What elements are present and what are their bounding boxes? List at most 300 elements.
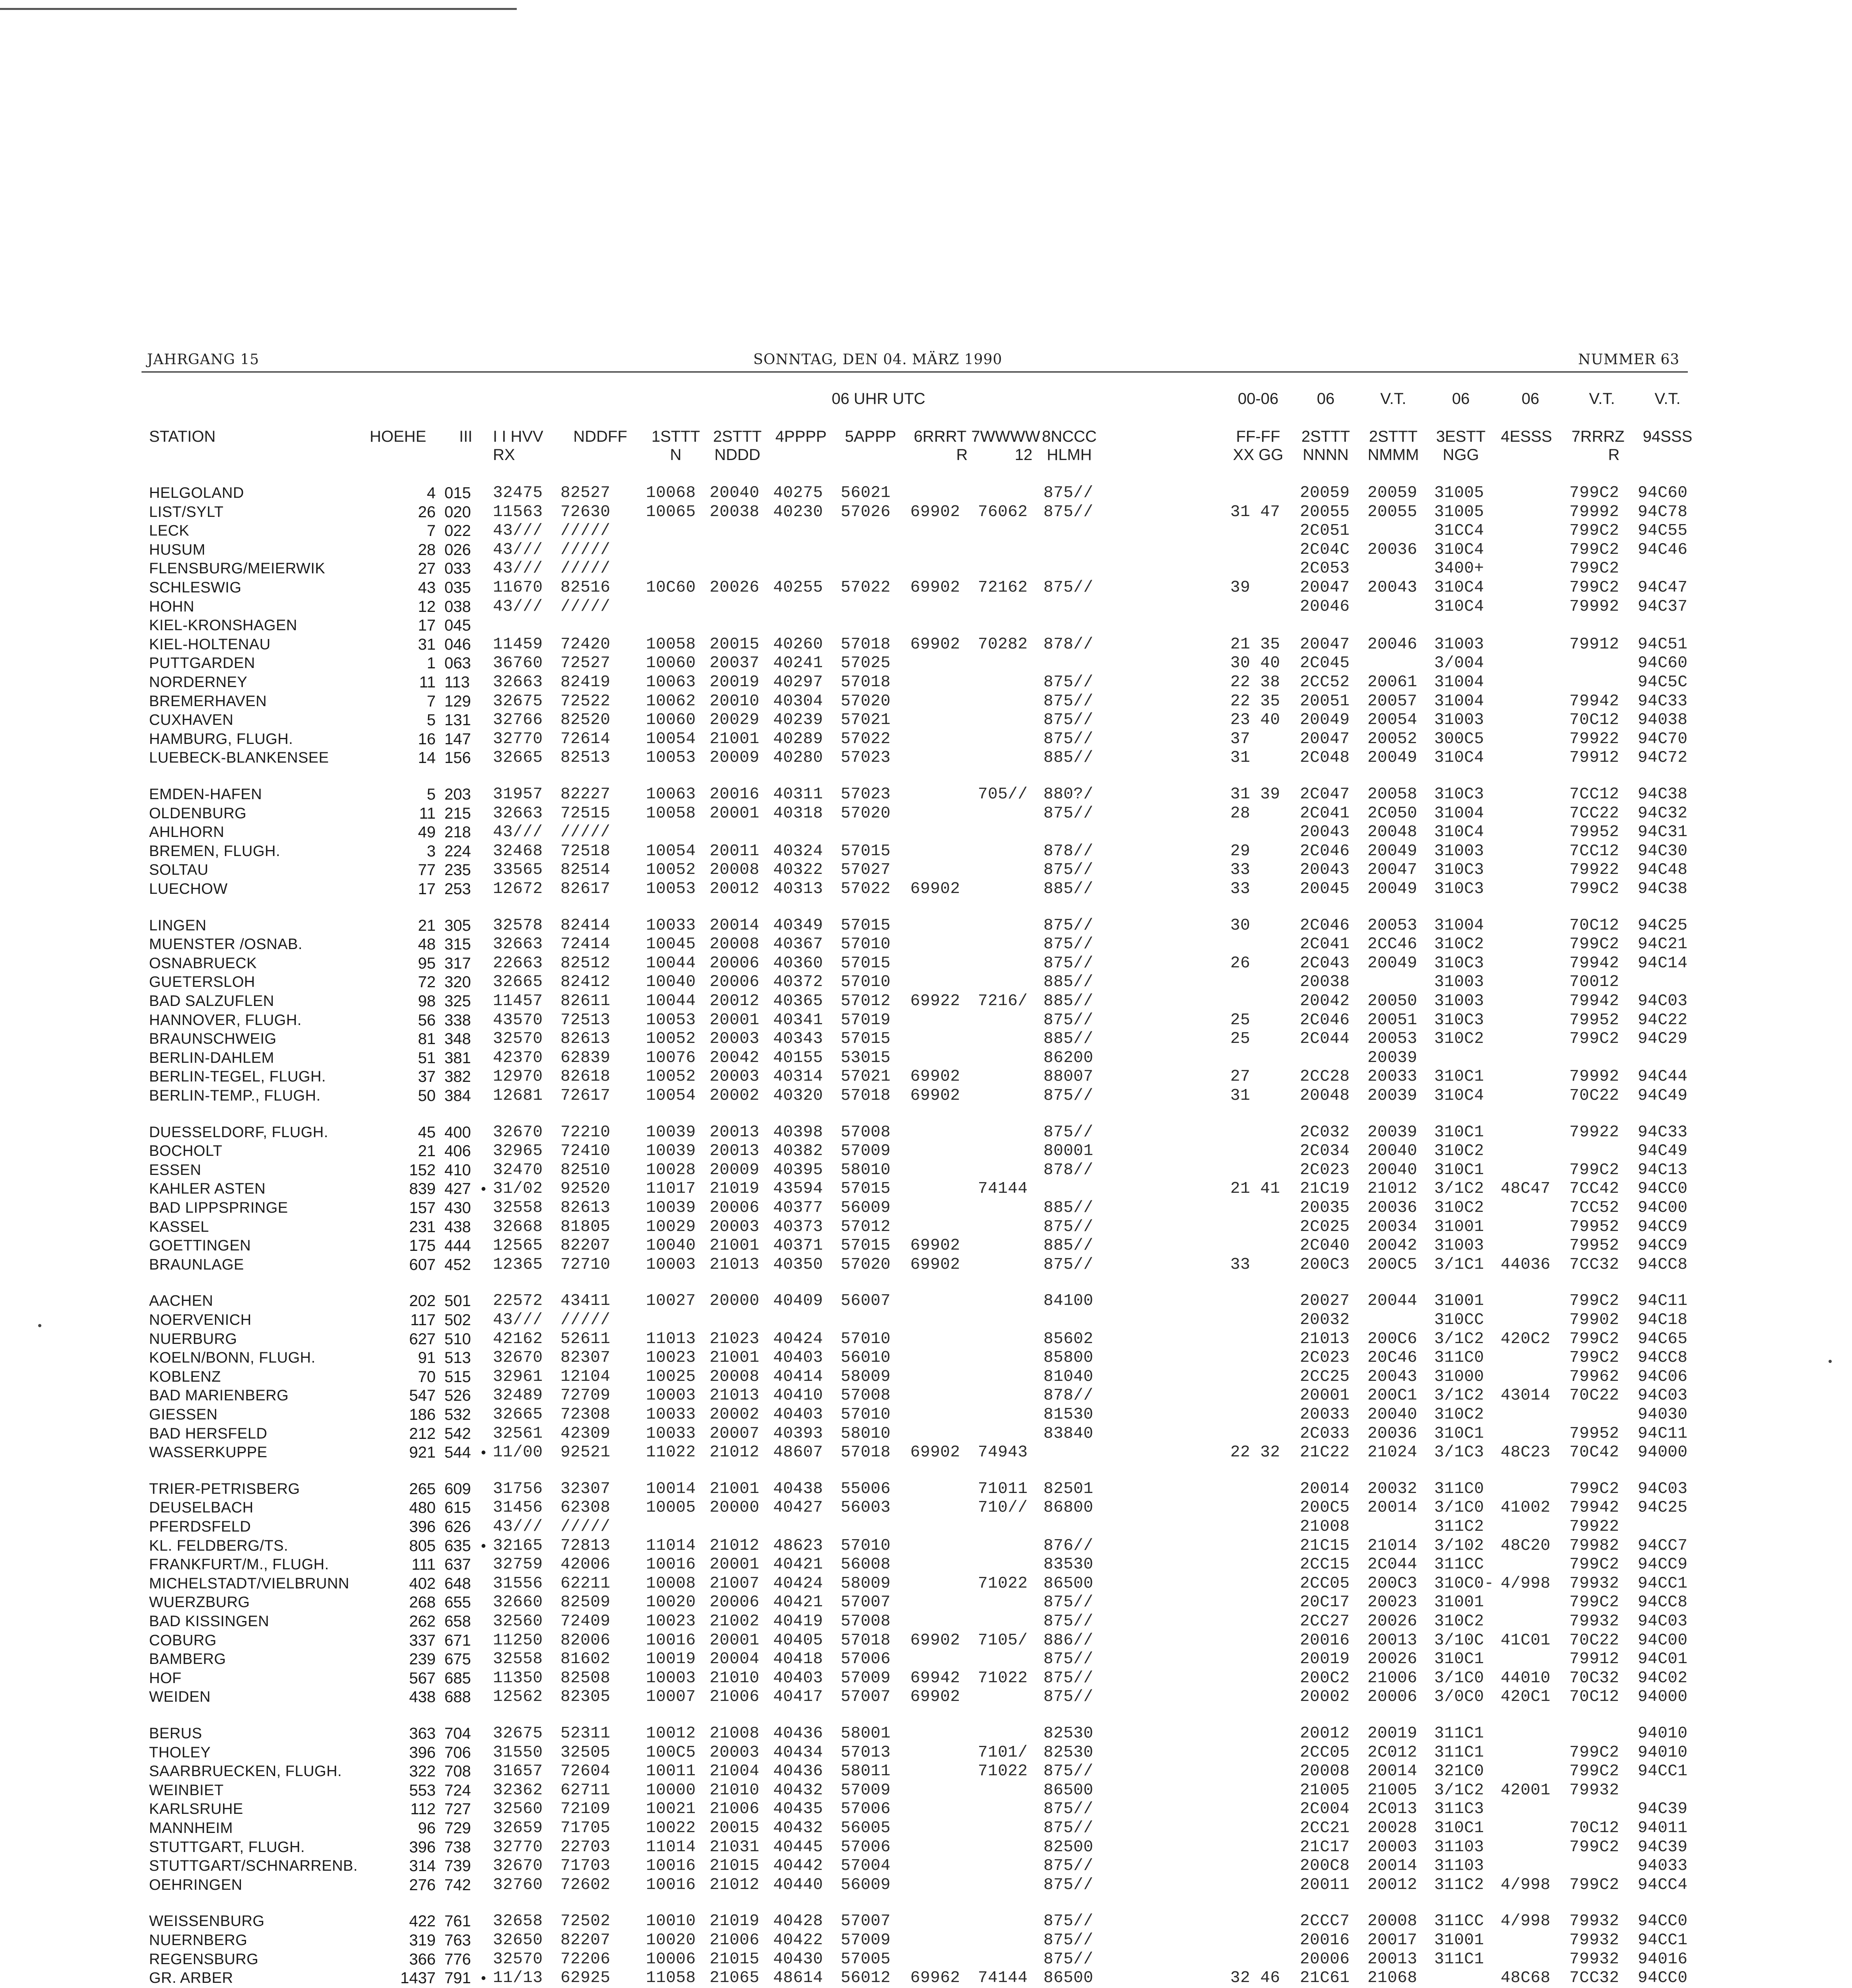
- station-height: 314: [409, 1857, 436, 1875]
- data-cell: 10053: [646, 1011, 696, 1029]
- issue-number: NUMMER 63: [1578, 351, 1680, 368]
- station-height: 111: [411, 1556, 436, 1574]
- data-cell: 10058: [646, 635, 696, 654]
- data-cell: 32475: [493, 484, 543, 502]
- data-cell: 20047: [1300, 579, 1350, 597]
- data-cell: 44036: [1501, 1255, 1551, 1274]
- station-index: 381: [444, 1049, 471, 1067]
- data-cell: 40434: [773, 1743, 823, 1762]
- data-cell: 20039: [1367, 1087, 1418, 1105]
- data-cell: 20051: [1300, 692, 1350, 711]
- station-name: HAMBURG, FLUGH.: [149, 730, 293, 747]
- data-cell: 69902: [910, 1255, 960, 1274]
- data-cell: 57004: [841, 1857, 891, 1875]
- table-row: [0, 483, 1852, 503]
- data-cell: 10016: [646, 1555, 696, 1574]
- data-cell: 875//: [1043, 484, 1094, 502]
- data-cell: 799C2: [1569, 1479, 1619, 1498]
- station-name: BAD LIPPSPRINGE: [149, 1200, 288, 1216]
- data-cell: 94CC0: [1638, 1180, 1688, 1198]
- data-cell: 710//: [978, 1499, 1028, 1517]
- data-cell: 31/02: [493, 1180, 543, 1198]
- data-cell: 94C39: [1638, 1800, 1688, 1819]
- data-cell: 69902: [910, 880, 960, 898]
- data-cell: 20011: [710, 842, 760, 860]
- data-cell: 20059: [1300, 484, 1350, 502]
- data-cell: 57007: [841, 1912, 891, 1931]
- station-name: STUTTGART/SCHNARRENB.: [149, 1858, 358, 1875]
- data-cell: 44010: [1501, 1669, 1551, 1687]
- table-row: [0, 1424, 1852, 1443]
- data-cell: 40393: [773, 1424, 823, 1443]
- data-cell: 2C04C: [1300, 540, 1350, 559]
- data-cell: 100C5: [646, 1743, 696, 1762]
- data-cell: 875//: [1043, 1875, 1094, 1894]
- data-cell: 21002: [710, 1612, 760, 1631]
- data-cell: 32307: [560, 1479, 611, 1498]
- data-cell: 20049: [1367, 880, 1418, 898]
- data-cell: 42370: [493, 1048, 543, 1067]
- table-row: [0, 1179, 1852, 1198]
- station-name: AHLHORN: [149, 824, 225, 841]
- station-index: 215: [444, 804, 471, 822]
- data-cell: 85800: [1043, 1349, 1094, 1367]
- station-index: 510: [444, 1330, 471, 1348]
- data-cell: 875//: [1043, 1950, 1094, 1969]
- data-cell: 21 41: [1230, 1180, 1280, 1198]
- station-index: 026: [444, 541, 471, 559]
- station-index: 685: [444, 1669, 471, 1687]
- station-height: 51: [418, 1049, 436, 1067]
- data-cell: 32165: [493, 1536, 543, 1555]
- data-cell: 94CC1: [1638, 1931, 1688, 1949]
- data-cell: 79982: [1569, 1536, 1619, 1555]
- data-cell: 10016: [646, 1631, 696, 1650]
- data-cell: 21013: [710, 1386, 760, 1405]
- station-height: 268: [409, 1594, 436, 1611]
- data-cell: 22 38: [1230, 673, 1280, 691]
- data-cell: 32468: [493, 842, 543, 860]
- data-cell: 21012: [710, 1536, 760, 1555]
- data-cell: 2CC05: [1300, 1574, 1350, 1593]
- data-cell: 92520: [560, 1180, 611, 1198]
- data-cell: 20012: [1300, 1724, 1350, 1743]
- data-cell: 2C050: [1367, 804, 1418, 823]
- table-row: [0, 954, 1852, 973]
- data-cell: 300C5: [1434, 730, 1484, 748]
- data-cell: 57015: [841, 1180, 891, 1198]
- station-height: 396: [409, 1518, 436, 1536]
- station-index: 315: [444, 936, 471, 953]
- data-cell: 62211: [560, 1574, 611, 1593]
- table-row: [0, 1123, 1852, 1142]
- data-cell: 10058: [646, 804, 696, 823]
- table-row: [0, 1631, 1852, 1650]
- data-cell: 57010: [841, 1406, 891, 1424]
- data-cell: 82006: [560, 1631, 611, 1650]
- data-cell: 10039: [646, 1199, 696, 1217]
- data-cell: 94C03: [1638, 992, 1688, 1010]
- data-cell: 70C12: [1569, 711, 1619, 730]
- station-index: 147: [444, 730, 471, 748]
- data-cell: 70C22: [1569, 1631, 1619, 1650]
- data-cell: 40398: [773, 1123, 823, 1142]
- table-row: [0, 992, 1852, 1011]
- data-cell: 57009: [841, 1781, 891, 1800]
- station-name: TRIER-PETRISBERG: [149, 1480, 300, 1497]
- data-cell: 72414: [560, 935, 611, 954]
- data-cell: 32560: [493, 1612, 543, 1631]
- data-cell: 20053: [1367, 916, 1418, 935]
- data-cell: 40241: [773, 654, 823, 673]
- data-cell: 311C3: [1434, 1800, 1484, 1819]
- data-cell: 79932: [1569, 1912, 1619, 1931]
- data-cell: 32658: [493, 1912, 543, 1931]
- data-cell: 10052: [646, 1068, 696, 1086]
- data-cell: 2C053: [1300, 559, 1350, 578]
- station-index: 430: [444, 1199, 471, 1217]
- data-cell: 20040: [710, 484, 760, 502]
- table-row: [0, 1142, 1852, 1161]
- station-height: 157: [409, 1199, 436, 1217]
- station-height: 72: [418, 973, 436, 991]
- data-cell: 12104: [560, 1367, 611, 1386]
- data-cell: 310C1: [1434, 1819, 1484, 1837]
- data-cell: 33: [1230, 1255, 1251, 1274]
- data-cell: 10052: [646, 861, 696, 879]
- data-cell: 40440: [773, 1875, 823, 1894]
- data-cell: 10060: [646, 711, 696, 730]
- data-cell: 10003: [646, 1255, 696, 1274]
- data-cell: 2C043: [1300, 954, 1350, 973]
- station-name: BERLIN-DAHLEM: [149, 1049, 274, 1066]
- data-cell: 82207: [560, 1237, 611, 1255]
- data-cell: 20009: [710, 749, 760, 767]
- col-ngg: NGG: [1443, 446, 1479, 464]
- col-1sttt-n: N: [670, 446, 682, 464]
- data-cell: 83840: [1043, 1424, 1094, 1443]
- data-cell: 48C68: [1501, 1969, 1551, 1988]
- data-cell: 72162: [978, 579, 1028, 597]
- data-cell: 71705: [560, 1819, 611, 1837]
- data-cell: 875//: [1043, 916, 1094, 935]
- data-cell: 799C2: [1569, 1555, 1619, 1574]
- col-8nccc: 8NCCC: [1042, 428, 1097, 445]
- data-cell: 20019: [710, 673, 760, 691]
- data-cell: 40314: [773, 1068, 823, 1086]
- data-cell: 82613: [560, 1199, 611, 1217]
- data-cell: 311CC: [1434, 1555, 1484, 1574]
- table-row: [0, 1067, 1852, 1086]
- data-cell: 94C25: [1638, 1499, 1688, 1517]
- data-cell: 20016: [1300, 1631, 1350, 1650]
- station-index: 020: [444, 503, 471, 521]
- data-cell: 799C2: [1569, 1292, 1619, 1310]
- data-cell: 10011: [646, 1762, 696, 1781]
- data-cell: 83530: [1043, 1555, 1094, 1574]
- data-cell: 799C2: [1569, 540, 1619, 559]
- data-cell: 10053: [646, 749, 696, 767]
- station-index: 542: [444, 1425, 471, 1442]
- data-cell: 3/1C3: [1434, 1443, 1484, 1462]
- data-cell: 70C12: [1569, 1688, 1619, 1706]
- table-row: [0, 616, 1852, 635]
- station-name: NORDERNEY: [149, 674, 248, 691]
- station-height: 21: [418, 1142, 436, 1160]
- data-cell: 94C21: [1638, 935, 1688, 954]
- table-row: [0, 1161, 1852, 1180]
- data-cell: 88007: [1043, 1068, 1094, 1086]
- data-cell: 2CC21: [1300, 1819, 1350, 1837]
- data-cell: 310C3: [1434, 1011, 1484, 1029]
- data-cell: 3/1C0: [1434, 1669, 1484, 1687]
- data-cell: 79962: [1569, 1367, 1619, 1386]
- station-name: SOLTAU: [149, 862, 209, 879]
- data-cell: 79912: [1569, 749, 1619, 767]
- table-row: [0, 1536, 1852, 1555]
- data-cell: 10021: [646, 1800, 696, 1819]
- data-cell: 82500: [1043, 1838, 1094, 1856]
- data-cell: 40403: [773, 1669, 823, 1687]
- data-cell: 11/13: [493, 1969, 543, 1988]
- data-cell: 57010: [841, 1536, 891, 1555]
- data-cell: 21012: [710, 1875, 760, 1894]
- data-cell: 92521: [560, 1443, 611, 1462]
- data-cell: 21008: [710, 1724, 760, 1743]
- data-cell: 10045: [646, 935, 696, 954]
- station-index: 501: [444, 1292, 471, 1310]
- station-index: 708: [444, 1763, 471, 1780]
- station-height: 5: [427, 711, 436, 729]
- data-cell: 420C2: [1501, 1330, 1551, 1348]
- data-cell: 81040: [1043, 1367, 1094, 1386]
- data-cell: 62711: [560, 1781, 611, 1800]
- data-cell: 72604: [560, 1762, 611, 1781]
- station-index: 406: [444, 1142, 471, 1160]
- data-cell: 70012: [1569, 973, 1619, 992]
- jahrgang: JAHRGANG 15: [147, 351, 260, 368]
- data-cell: 79952: [1569, 1237, 1619, 1255]
- station-index: 384: [444, 1087, 471, 1105]
- data-cell: 82307: [560, 1349, 611, 1367]
- data-cell: 58009: [841, 1367, 891, 1386]
- data-cell: 875//: [1043, 1931, 1094, 1949]
- data-cell: 94CC4: [1638, 1875, 1688, 1894]
- station-name: THOLEY: [149, 1744, 211, 1761]
- data-cell: 56009: [841, 1875, 891, 1894]
- data-cell: 10044: [646, 992, 696, 1010]
- data-cell: 72513: [560, 1011, 611, 1029]
- col-iihvv: I I HVV: [493, 428, 543, 445]
- station-height: 265: [409, 1480, 436, 1498]
- data-cell: 2C041: [1300, 935, 1350, 954]
- data-cell: 32665: [493, 749, 543, 767]
- data-cell: 70C12: [1569, 1819, 1619, 1837]
- data-cell: 94C22: [1638, 1011, 1688, 1029]
- data-cell: 2C044: [1300, 1030, 1350, 1048]
- station-index: 502: [444, 1311, 471, 1329]
- col-7wwww: 7WWWW: [971, 428, 1040, 445]
- station-index: 444: [444, 1237, 471, 1255]
- station-name: FRANKFURT/M., FLUGH.: [149, 1556, 329, 1573]
- data-cell: 21001: [710, 1237, 760, 1255]
- data-cell: 10016: [646, 1857, 696, 1875]
- station-name: KL. FELDBERG/TS.: [149, 1537, 289, 1554]
- data-cell: 875//: [1043, 1087, 1094, 1105]
- station-height: 16: [418, 730, 436, 748]
- table-row: [0, 503, 1852, 522]
- data-cell: 310CC: [1434, 1311, 1484, 1329]
- data-cell: 94C49: [1638, 1087, 1688, 1105]
- station-height: 43: [418, 579, 436, 596]
- station-name: OLDENBURG: [149, 805, 247, 822]
- data-cell: 94C29: [1638, 1030, 1688, 1048]
- data-cell: 20040: [1367, 1161, 1418, 1179]
- data-cell: 799C2: [1569, 1762, 1619, 1781]
- data-cell: 71022: [978, 1574, 1028, 1593]
- data-cell: 57007: [841, 1593, 891, 1612]
- data-cell: 40414: [773, 1367, 823, 1386]
- table-row: [0, 1593, 1852, 1612]
- station-name: BREMEN, FLUGH.: [149, 843, 281, 860]
- station-index: 015: [444, 484, 471, 502]
- station-height: 48: [418, 936, 436, 953]
- data-cell: 10005: [646, 1499, 696, 1517]
- data-cell: 21008: [1300, 1518, 1350, 1536]
- data-cell: 70C22: [1569, 1087, 1619, 1105]
- data-cell: 310C4: [1434, 749, 1484, 767]
- station-index: 427: [444, 1180, 471, 1198]
- data-cell: 875//: [1043, 1255, 1094, 1274]
- issue-date: SONNTAG, DEN 04. MÄRZ 1990: [753, 351, 1003, 368]
- data-cell: 40341: [773, 1011, 823, 1029]
- data-cell: 57007: [841, 1688, 891, 1706]
- data-cell: 20026: [1367, 1612, 1418, 1631]
- data-cell: 20013: [1367, 1631, 1418, 1650]
- data-cell: 2CCC7: [1300, 1912, 1350, 1931]
- data-cell: 10019: [646, 1650, 696, 1669]
- table-row: [0, 1875, 1852, 1895]
- station-index: 203: [444, 786, 471, 803]
- data-cell: 94C30: [1638, 842, 1688, 860]
- data-cell: 875//: [1043, 1857, 1094, 1875]
- data-cell: 31: [1230, 749, 1251, 767]
- data-cell: 31003: [1434, 973, 1484, 992]
- data-cell: 40403: [773, 1406, 823, 1424]
- data-cell: 31004: [1434, 916, 1484, 935]
- data-cell: 72410: [560, 1142, 611, 1161]
- data-cell: 2C046: [1300, 1011, 1350, 1029]
- data-cell: 40409: [773, 1292, 823, 1310]
- data-cell: 7216/: [978, 992, 1028, 1010]
- data-cell: 11013: [646, 1330, 696, 1348]
- data-cell: 31957: [493, 785, 543, 804]
- col-94sss: 94SSS: [1643, 428, 1693, 445]
- data-cell: 11459: [493, 635, 543, 654]
- table-row: [0, 1310, 1852, 1330]
- data-cell: 10027: [646, 1292, 696, 1310]
- data-cell: 57010: [841, 973, 891, 992]
- table-row: [0, 673, 1852, 692]
- data-cell: 3/004: [1434, 654, 1484, 673]
- data-cell: 20035: [1300, 1199, 1350, 1217]
- data-cell: 799C2: [1569, 880, 1619, 898]
- data-cell: 79922: [1569, 1518, 1619, 1536]
- data-cell: 10003: [646, 1669, 696, 1687]
- data-cell: 2C004: [1300, 1800, 1350, 1819]
- data-cell: 875//: [1043, 711, 1094, 730]
- data-cell: 2C025: [1300, 1217, 1350, 1236]
- data-cell: 21010: [710, 1669, 760, 1687]
- data-cell: 43411: [560, 1292, 611, 1310]
- data-cell: 875//: [1043, 503, 1094, 521]
- data-cell: 82527: [560, 484, 611, 502]
- data-cell: 31456: [493, 1499, 543, 1517]
- data-cell: 33: [1230, 861, 1251, 879]
- table-row: [0, 1969, 1852, 1988]
- data-cell: 32670: [493, 1349, 543, 1367]
- table-row: [0, 1687, 1852, 1706]
- data-cell: 94CC9: [1638, 1217, 1688, 1236]
- data-cell: 57025: [841, 654, 891, 673]
- data-cell: 310C2: [1434, 1199, 1484, 1217]
- data-cell: 20042: [1367, 1237, 1418, 1255]
- station-name: GIESSEN: [149, 1406, 218, 1423]
- data-cell: 20048: [1367, 823, 1418, 842]
- data-cell: 79992: [1569, 597, 1619, 616]
- station-index: 129: [444, 692, 471, 710]
- data-cell: 2C051: [1300, 522, 1350, 540]
- data-cell: 32650: [493, 1931, 543, 1949]
- data-cell: 310C1: [1434, 1650, 1484, 1669]
- data-cell: 32770: [493, 1838, 543, 1856]
- data-cell: 2C023: [1300, 1161, 1350, 1179]
- table-row: [0, 1800, 1852, 1819]
- data-cell: 94C02: [1638, 1669, 1688, 1687]
- station-height: 422: [409, 1912, 436, 1930]
- data-cell: 70282: [978, 635, 1028, 654]
- data-cell: 40311: [773, 785, 823, 804]
- data-cell: 20049: [1367, 749, 1418, 767]
- station-name: MICHELSTADT/VIELBRUNN: [149, 1575, 349, 1592]
- data-cell: 32663: [493, 673, 543, 691]
- data-cell: 31004: [1434, 673, 1484, 691]
- data-cell: 7CC12: [1569, 842, 1619, 860]
- station-index: 348: [444, 1030, 471, 1048]
- data-cell: 74943: [978, 1443, 1028, 1462]
- data-cell: 31005: [1434, 503, 1484, 521]
- data-cell: 885//: [1043, 1237, 1094, 1255]
- data-cell: 57010: [841, 1330, 891, 1348]
- data-cell: 31556: [493, 1574, 543, 1593]
- data-cell: 40255: [773, 579, 823, 597]
- data-cell: 20047: [1300, 730, 1350, 748]
- data-cell: 57005: [841, 1950, 891, 1969]
- data-cell: 2CC15: [1300, 1555, 1350, 1574]
- data-cell: 69922: [910, 992, 960, 1010]
- station-index: 033: [444, 560, 471, 578]
- station-index: 452: [444, 1256, 471, 1274]
- table-row: [0, 1029, 1852, 1048]
- data-cell: 31 47: [1230, 503, 1280, 521]
- data-cell: 94C14: [1638, 954, 1688, 973]
- data-cell: 94CC9: [1638, 1555, 1688, 1574]
- data-cell: 10010: [646, 1912, 696, 1931]
- data-cell: 94C78: [1638, 503, 1688, 521]
- station-index: 626: [444, 1518, 471, 1536]
- data-cell: 25: [1230, 1030, 1251, 1048]
- data-cell: 22 35: [1230, 692, 1280, 711]
